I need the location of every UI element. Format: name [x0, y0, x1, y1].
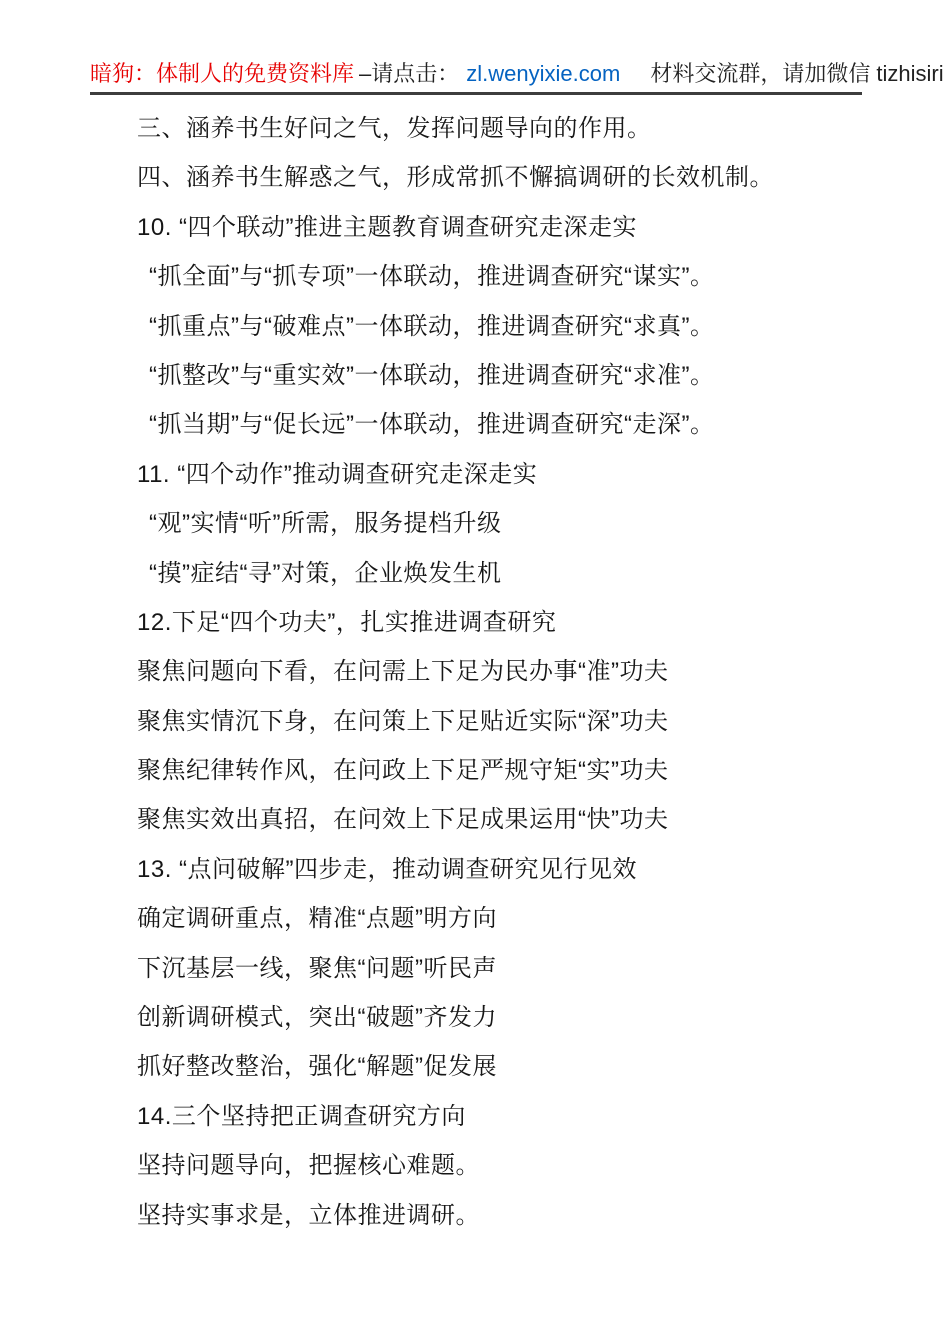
document-line: 坚持实事求是，立体推进调研。: [137, 1201, 480, 1229]
document-line: “抓全面”与“抓专项”一体联动，推进调查研究“谋实”。: [149, 263, 715, 291]
document-line: 13. “点问破解”四步走，推动调查研究见行见效: [137, 855, 638, 883]
page-header: [90, 58, 944, 90]
header-divider: [90, 92, 862, 95]
document-line: 聚焦实情沉下身，在问策上下足贴近实际“深”功夫: [137, 707, 669, 735]
document-line: 创新调研模式，突出“破题”齐发力: [137, 1004, 497, 1032]
document-line: 聚焦实效出真招，在问效上下足成果运用“快”功夫: [137, 806, 669, 834]
document-line: “抓当期”与“促长远”一体联动，推进调查研究“走深”。: [149, 411, 715, 439]
document-line: 坚持问题导向，把握核心难题。: [137, 1152, 480, 1180]
document-line: “抓重点”与“破难点”一体联动，推进调查研究“求真”。: [149, 312, 715, 340]
document-line: 四、涵养书生解惑之气，形成常抓不懈搞调研的长效机制。: [137, 164, 774, 192]
document-line: 三、涵养书生好问之气，发挥问题导向的作用。: [137, 115, 652, 142]
wechat-note-label: 材料交流群，请加微信 tizhisiri: [650, 61, 944, 86]
document-line: 确定调研重点，精准“点题”明方向: [137, 905, 497, 933]
document-line: “观”实情“听”所需，服务提档升级: [149, 510, 502, 538]
site-link[interactable]: zl.wenyixie.com: [466, 61, 621, 86]
document-line: 抓好整改整治，强化“解题”促发展: [137, 1053, 497, 1081]
document-line: 下沉基层一线，聚焦“问题”听民声: [137, 954, 497, 982]
document-line: 聚焦问题向下看，在问需上下足为民办事“准”功夫: [137, 658, 669, 686]
document-line: 14.三个坚持把正调查研究方向: [137, 1102, 466, 1130]
site-brand-label: 暗狗：体制人的免费资料库: [90, 61, 355, 86]
click-prompt-label: –请点击：: [359, 61, 460, 86]
document-line: 12.下足“四个功夫”，扎实推进调查研究: [137, 608, 557, 636]
document-line: 聚焦纪律转作风，在问政上下足严规守矩“实”功夫: [137, 757, 669, 785]
document-line: “摸”症结“寻”对策，企业焕发生机: [149, 559, 502, 587]
document-line: 11. “四个动作”推动调查研究走深走实: [137, 460, 538, 488]
document-line: “抓整改”与“重实效”一体联动，推进调查研究“求准”。: [149, 361, 715, 389]
document-line: 10. “四个联动”推进主题教育调查研究走深走实: [137, 213, 638, 241]
document-body: [0, 104, 950, 1240]
